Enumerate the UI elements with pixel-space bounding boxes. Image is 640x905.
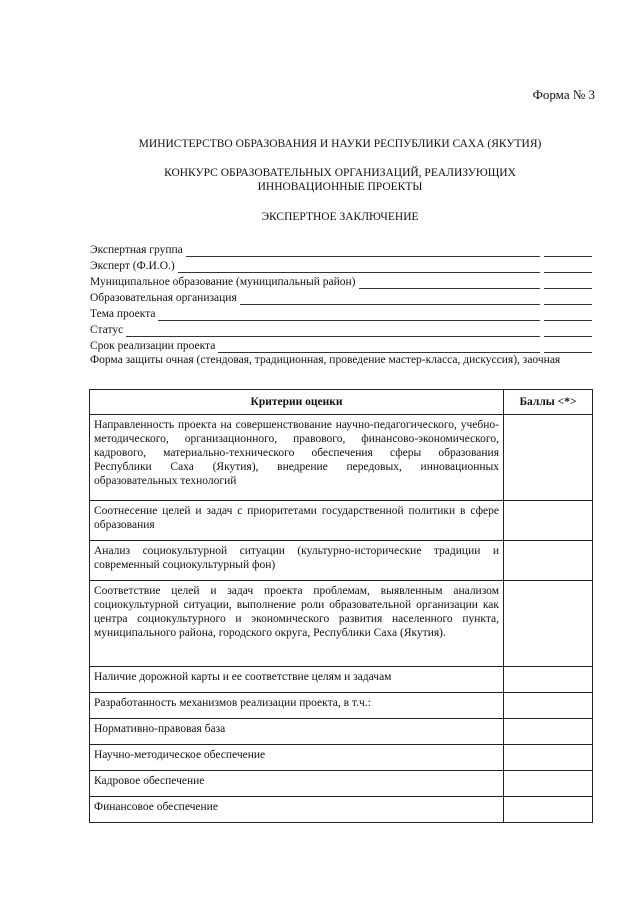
field-label: Статус: [90, 324, 124, 336]
protection-form: Форма защиты очная (стендовая, традиционная, проведение мастер-класса, дискуссия), заочная: [90, 354, 561, 366]
criterion-text: Наличие дорожной карты и ее соответствие целям и задачам: [90, 667, 504, 693]
field-label: Муниципальное образование (муниципальный район): [90, 276, 356, 288]
table-row: [90, 581, 593, 667]
points-cell[interactable]: [504, 415, 593, 501]
contest-heading: [90, 166, 590, 194]
header-points: Баллы <*>: [504, 390, 593, 415]
table-row: [90, 745, 593, 771]
points-cell[interactable]: [504, 693, 593, 719]
criterion-text: Направленность проекта на совершенствование научно-педагогического, учебно-методического, организационного, правового, финансово-экономического, кадрового, материально-технического обеспечения сферы образования Республики Саха (Якутия), внедрение передовых, инновационных образовательных технологий: [90, 415, 504, 501]
fill-line[interactable]: [359, 277, 541, 289]
fill-line-short[interactable]: [544, 245, 592, 257]
criterion-text: Финансовое обеспечение: [90, 797, 504, 823]
field-municipality[interactable]: [90, 273, 592, 289]
field-label: Тема проекта: [90, 308, 156, 320]
info-fields: [90, 241, 592, 367]
points-cell[interactable]: [504, 745, 593, 771]
fill-line-short[interactable]: [544, 309, 592, 321]
fill-line[interactable]: [240, 293, 540, 305]
fill-line[interactable]: [218, 341, 540, 353]
field-expert-group[interactable]: [90, 241, 592, 257]
criterion-text: Соответствие целей и задач проекта проблемам, выявленным анализом социокультурной ситуации, выполнение роли образовательной организации как центра социокультурного и экономического развития населенного пункта, муниципального района, городского округа, Республики Саха (Якутия).: [90, 581, 504, 667]
criterion-text: Соотнесение целей и задач с приоритетами государственной политики в сфере образования: [90, 501, 504, 541]
fill-line[interactable]: [186, 245, 540, 257]
criterion-text: Разработанность механизмов реализации проекта, в т.ч.:: [90, 693, 504, 719]
criterion-text: Научно-методическое обеспечение: [90, 745, 504, 771]
fill-line-short[interactable]: [544, 341, 592, 353]
evaluation-table: [89, 389, 593, 823]
criterion-text: Нормативно-правовая база: [90, 719, 504, 745]
fill-line-short[interactable]: [544, 293, 592, 305]
document-title: ЭКСПЕРТНОЕ ЗАКЛЮЧЕНИЕ: [261, 211, 419, 223]
fill-line[interactable]: [178, 261, 540, 273]
points-cell[interactable]: [504, 541, 593, 581]
field-label: Образовательная организация: [90, 292, 237, 304]
fill-line-short[interactable]: [544, 261, 592, 273]
header-criteria: Критерии оценки: [90, 390, 504, 415]
points-cell[interactable]: [504, 719, 593, 745]
table-row: [90, 771, 593, 797]
table-row: [90, 501, 593, 541]
contest-heading-line1: КОНКУРС ОБРАЗОВАТЕЛЬНЫХ ОРГАНИЗАЦИЙ, РЕАЛИЗУЮЩИХ: [164, 167, 516, 179]
field-project-topic[interactable]: [90, 305, 592, 321]
field-label: Срок реализации проекта: [90, 340, 216, 352]
fill-line[interactable]: [158, 309, 540, 321]
field-label: Экспертная группа: [90, 244, 183, 256]
fill-line[interactable]: [126, 325, 540, 337]
points-cell[interactable]: [504, 581, 593, 667]
table-row: [90, 415, 593, 501]
ministry-heading: МИНИСТЕРСТВО ОБРАЗОВАНИЯ И НАУКИ РЕСПУБЛИКИ САХА (ЯКУТИЯ): [138, 138, 542, 150]
field-organization[interactable]: [90, 289, 592, 305]
points-cell[interactable]: [504, 667, 593, 693]
table-row: [90, 719, 593, 745]
field-label: Эксперт (Ф.И.О.): [90, 260, 175, 272]
criterion-text: Анализ социокультурной ситуации (культурно-исторические традиции и современный социокультурный фон): [90, 541, 504, 581]
table-header-row: [90, 390, 593, 415]
fill-line-short[interactable]: [544, 277, 592, 289]
points-cell[interactable]: [504, 797, 593, 823]
points-cell[interactable]: [504, 771, 593, 797]
fill-line-short[interactable]: [544, 325, 592, 337]
criterion-text: Кадровое обеспечение: [90, 771, 504, 797]
points-cell[interactable]: [504, 501, 593, 541]
table-row: [90, 797, 593, 823]
table-row: [90, 693, 593, 719]
table-row: [90, 667, 593, 693]
field-status[interactable]: [90, 321, 592, 337]
form-number: Форма № 3: [532, 87, 595, 102]
table-row: [90, 541, 593, 581]
field-expert-name[interactable]: [90, 257, 592, 273]
contest-heading-line2: ИННОВАЦИОННЫЕ ПРОЕКТЫ: [257, 181, 423, 193]
field-project-term[interactable]: [90, 337, 592, 353]
